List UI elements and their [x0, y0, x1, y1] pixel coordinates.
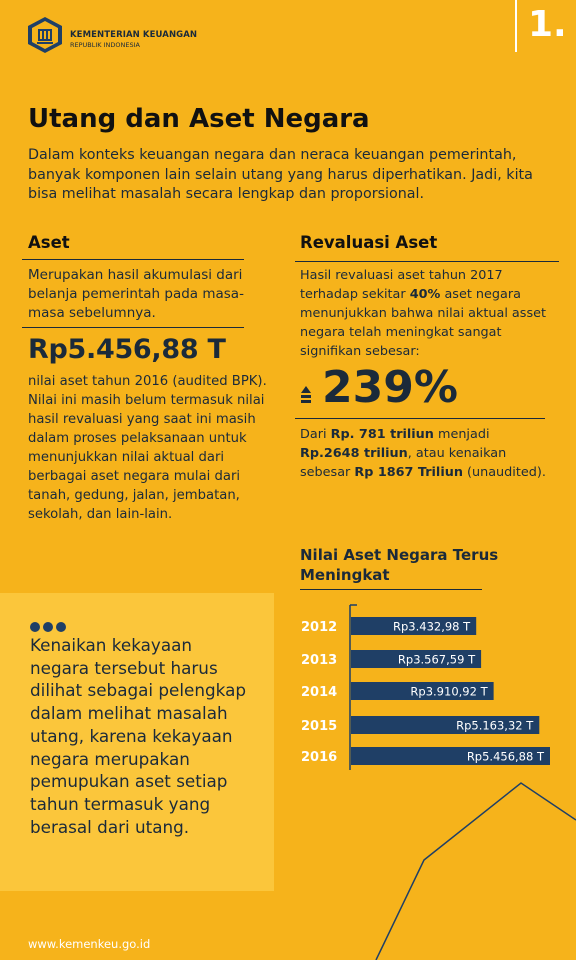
revaluasi-desc-part1: Hasil revaluasi aset tahun 2017 terhadap sekitar — [300, 268, 503, 302]
aset-title: Aset — [28, 233, 70, 252]
chart-category-label-2015: 2015 — [301, 719, 338, 734]
aset-description: Merupakan hasil akumulasi dari belanja pemerintah pada masa-masa sebelumnya. — [28, 267, 244, 321]
org-name: KEMENTERIAN KEUANGAN — [70, 30, 198, 40]
page-number: 1. — [528, 4, 567, 45]
chart-value-label-2012: Rp3.432,98 T — [393, 619, 471, 634]
revaluasi-note-part3: , atau kenaikan sebesar — [300, 446, 507, 480]
org-subtitle: REPUBLIK INDONESIA — [70, 41, 140, 49]
revaluasi-note-part4: (unaudited). — [462, 465, 546, 480]
chart-category-label-2013: 2013 — [301, 653, 338, 668]
chart-title: Nilai Aset Negara Terus Meningkat — [300, 546, 499, 584]
page-title: Utang dan Aset Negara — [28, 104, 370, 134]
chart-category-label-2014: 2014 — [301, 685, 338, 700]
chart-plot-area — [301, 617, 550, 765]
chart-category-label-2012: 2012 — [301, 620, 338, 635]
revaluasi-percentage: 239% — [322, 362, 458, 413]
revaluasi-note-bold2: Rp.2648 triliun — [300, 446, 408, 461]
chart-value-label-2013: Rp3.567,59 T — [397, 652, 476, 667]
chart-value-label-2016: Rp5.456,88 T — [466, 749, 544, 764]
intro-text: Dalam konteks keuangan negara dan neraca keuangan pemerintah, banyak komponen lain selain utang yang harus diperhatikan. Jadi, kita bisa melihat masalah secara lengkap dan proporsional. — [28, 147, 533, 202]
revaluasi-desc-part2: aset negara menunjukkan bahwa nilai aktual asset negara telah meningkat sangat signifikan sebesar: — [300, 287, 547, 359]
quote-text: Kenaikan kekayaan negara tersebut harus dilihat sebagai pelengkap dalam melihat masalah utang, karena kekayaan negara merupakan pemupukan aset setiap tahun termasuk yang berasal dari utang. — [30, 635, 247, 837]
aset-value: Rp5.456,88 T — [28, 334, 226, 365]
aset-note: nilai aset tahun 2016 (audited BPK). Nilai ini masih belum termasuk nilai hasil revaluasi yang saat ini masih dalam proses pelaksanaan untuk menunjukkan nilai aktual dari berbagai aset negara mulai dari tanah, gedung, jalan, jembatan, sekolah, dan lain-lain. — [28, 374, 267, 522]
chart-category-label-2016: 2016 — [301, 750, 338, 765]
chart-value-label-2015: Rp5.163,32 T — [456, 718, 534, 733]
decorative-polygon-line — [376, 783, 576, 960]
revaluasi-note-bold1: Rp. 781 triliun — [330, 427, 434, 442]
footer-url[interactable]: www.kemenkeu.go.id — [28, 937, 151, 951]
revaluasi-note-part2: menjadi — [433, 427, 490, 442]
revaluasi-title: Revaluasi Aset — [300, 233, 438, 252]
revaluasi-note-bold3: Rp 1867 Triliun — [354, 465, 463, 480]
revaluasi-desc-bold: 40% — [409, 287, 441, 302]
revaluasi-note-part1: Dari — [300, 427, 331, 442]
chart-value-label-2014: Rp3.910,92 T — [410, 684, 488, 699]
